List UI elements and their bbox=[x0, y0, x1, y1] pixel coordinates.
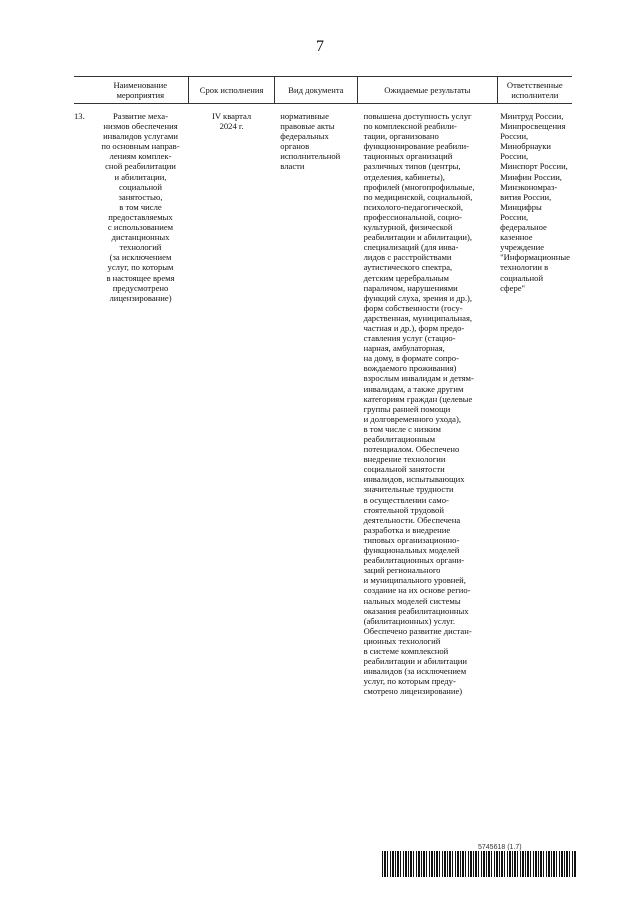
header-number bbox=[74, 77, 92, 104]
table-row bbox=[74, 104, 572, 697]
row-results: повышена доступность услуг по комплексной реабили- тации, организовано функционирование реабили- тационных организаций различных типов (центры, отделения, кабинеты), профилей (многопрофильные, по медицинской, социальной, психолого-педагогической, профессиональной, социо- культурной, физической реабилитации и абилитации), специализаций (для инва- лидов с расстройствами аутистического спектра, детским церебральным параличом, нарушениями функций слуха, зрения и др.), форм собственности (госу- дарственная, муниципальная, частная и др.), форм предо- ставления услуг (стацио- нарная, амбулаторная, на дому, в формате сопро- вождаемого проживания) взрослым инвалидам и детям- инвалидам, а также другим категориям граждан (целевые группы ранней помощи и долговременного ухода), в том числе с низким реабилитационным потенциалом. Обеспечено внедрение технологии социальной занятости инвалидов, испытывающих значительные трудности в осуществлении само- стоятельной трудовой деятельности. Обеспечена разработка и внедрение типовых организационно- функциональных моделей реабилитационных органи- заций регионального и муниципального уровней, создание на их основе регио- нальных моделей системы оказания реабилитационных (абилитационных) услуг. Обеспечено развитие дистан- ционных технологий в системе комплексной реабилитации и абилитации инвалидов (за исключением услуг, по которым преду- смотрено лицензирование) bbox=[363, 111, 475, 697]
row-doc-type: нормативные правовые акты федеральных органов исполнительной власти bbox=[280, 111, 341, 172]
measures-table bbox=[74, 76, 572, 696]
page-number: 7 bbox=[316, 38, 324, 55]
header-results: Ожидаемые результаты bbox=[358, 77, 498, 104]
header-doc-type: Вид документа bbox=[274, 77, 357, 104]
header-name: Наименование мероприятия bbox=[92, 77, 189, 104]
barcode-image bbox=[382, 851, 576, 877]
header-term: Срок исполнения bbox=[189, 77, 274, 104]
document-code: 5745618 (1.7) bbox=[478, 844, 522, 851]
table-header-row bbox=[74, 77, 572, 104]
row-responsible: Минтруд России, Минпросвещения России, Минобрнауки России, Минспорт России, Минфин России, Минэкономраз- вития России, Минцифры России, федеральное казенное учреждение "Информационные технологии в социальной сфере" bbox=[500, 111, 570, 293]
row-number: 13. bbox=[74, 111, 85, 121]
header-responsible: Ответственные исполнители bbox=[497, 77, 572, 104]
row-term: IV квартал 2024 г. bbox=[211, 111, 252, 132]
row-name: Развитие меха- низмов обеспечения инвалидов услугами по основным направ- лениям комплек- сной реабилитации и абилитации, социальной занятостью, в том числе предоставляемых с использованием дистанционных технологий (за исключением услуг, по которым в настоящее время предусмотрено лицензирование) bbox=[101, 111, 180, 303]
